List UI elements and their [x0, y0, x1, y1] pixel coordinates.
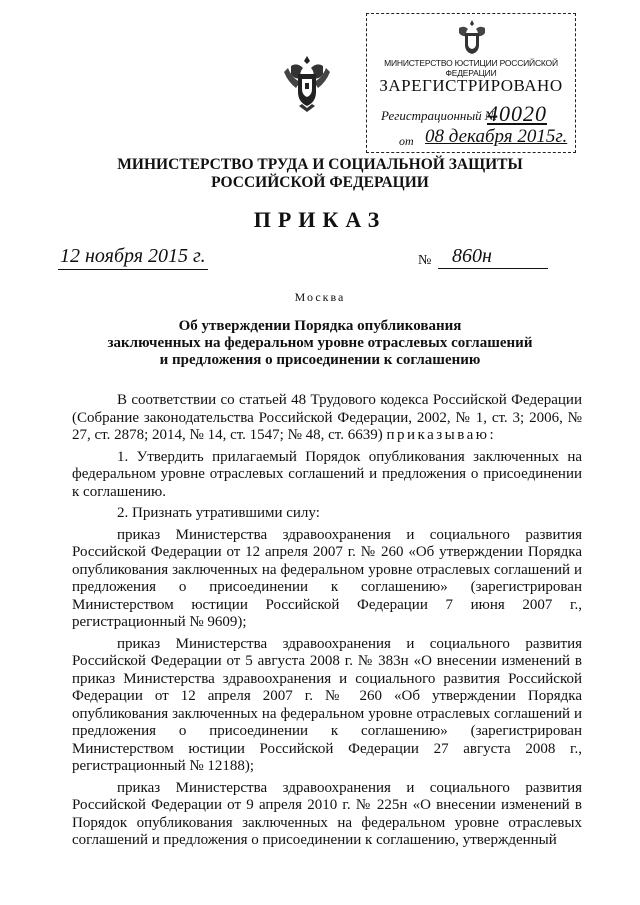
repeal-3: приказ Министерства здравоохранения и социального развития Российской Федерации от 9 апреля 2010 г. № 225н «О внесении изменений в Порядок опубликования заключенных на федеральном уровне отраслевых соглашений и предложения о присоединении к соглашению, утвержденный	[72, 779, 582, 848]
order-number-label: №	[418, 253, 432, 268]
title-line-3: и предложения о присоединении к соглашению	[159, 352, 481, 368]
title-line-2: заключенных на федеральном уровне отраслевых соглашений	[107, 335, 533, 351]
title-line-1: Об утверждении Порядка опубликования	[178, 318, 462, 334]
coat-of-arms-icon	[281, 52, 333, 116]
stamp-date: 08 декабря 2015г.	[425, 126, 568, 147]
intro-paragraph	[72, 392, 582, 445]
stamp-reg-number: 40020	[487, 101, 547, 126]
repeal-2: приказ Министерства здравоохранения и социального развития Российской Федерации от 5 августа 2008 г. № 383н «О внесении изменений в приказ Министерства здравоохранения и социального развития Российской Федерации от 12 апреля 2007 г. № 260 «Об утверждении Порядка опубликования заключенных на федеральном уровне отраслевых соглашений и предложения о присоединении к соглашению» (зарегистрирован Министерством юстиции Российской Федерации 27 августа 2008 г., регистрационный № 12188);	[72, 635, 582, 774]
order-date: 12 ноября 2015 г.	[58, 245, 208, 270]
stamp-date-prefix: от	[399, 134, 414, 148]
item-1: 1. Утвердить прилагаемый Порядок опубликования заключенных на федеральном уровне отраслевых соглашений и предложения о присоединении к соглашению.	[72, 448, 582, 500]
stamp-emblem-icon	[453, 18, 491, 56]
stamp-registered: ЗАРЕГИСТРИРОВАНО	[379, 76, 563, 95]
intro-text: В соответствии со статьей 48 Трудового кодекса Российской Федерации (Собрание законодательства Российской Федерации, 2002, № 1, ст. 3; 2006, № 27, ст. 2878; 2014, № 14, ст. 1547; № 48, ст. 6639)	[72, 392, 582, 443]
document-title	[60, 318, 580, 369]
registration-stamp	[366, 13, 576, 153]
ministry-line-1: МИНИСТЕРСТВО ТРУДА И СОЦИАЛЬНОЙ ЗАЩИТЫ	[117, 156, 523, 173]
stamp-reg-label: Регистрационный №	[381, 108, 498, 123]
orders-word: приказываю:	[386, 427, 497, 443]
order-number: 860н	[438, 245, 548, 269]
issuing-authority	[0, 156, 640, 192]
document-body	[72, 392, 582, 854]
item-2: 2. Признать утратившими силу:	[117, 505, 320, 521]
stamp-ministry: МИНИСТЕРСТВО ЮСТИЦИИ РОССИЙСКОЙ ФЕДЕРАЦИИ	[384, 58, 558, 78]
repeal-1: приказ Министерства здравоохранения и социального развития Российской Федерации от 12 апреля 2007 г. № 260 «Об утверждении Порядка опубликования заключенных на федеральном уровне отраслевых соглашений и предложения о присоединении к соглашению» (зарегистрирован Министерством юстиции Российской Федерации 7 июня 2007 г., регистрационный № 9609);	[72, 526, 582, 630]
ministry-line-2: РОССИЙСКОЙ ФЕДЕРАЦИИ	[211, 174, 429, 191]
document-type: ПРИКАЗ	[253, 207, 387, 232]
city: Москва	[294, 290, 346, 304]
